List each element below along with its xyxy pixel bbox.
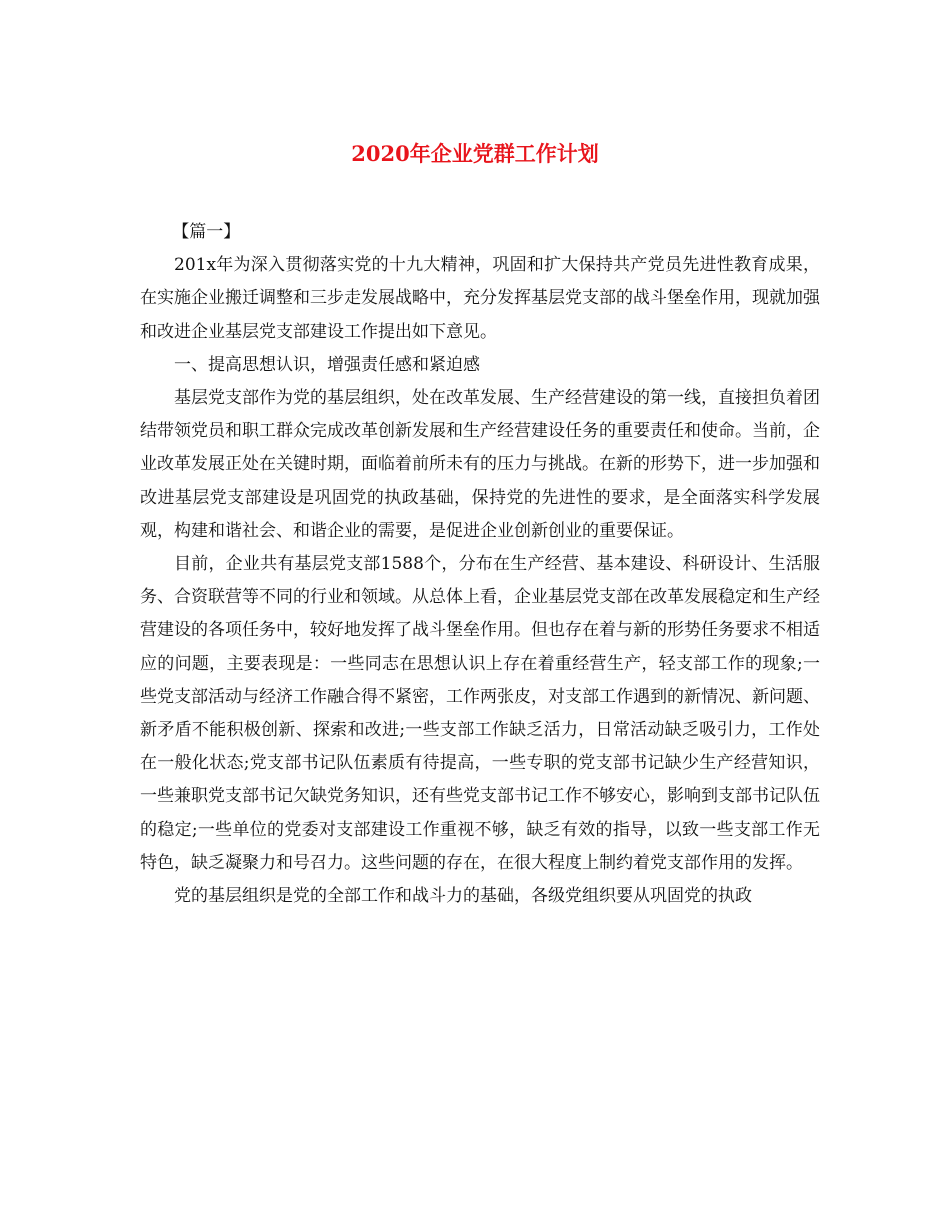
paragraph-role: 基层党支部作为党的基层组织，处在改革发展、生产经营建设的第一线，直接担负着团结带领党员和职工群众完成改革创新发展和生产经营建设任务的重要责任和使命。当前，企业改革发展正处在关键时期，面临着前所未有的压力与挑战。在新的形势下，进一步加强和改进基层党支部建设是巩固党的执政基础，保持党的先进性的要求，是全面落实科学发展观，构建和谐社会、和谐企业的需要，是促进企业创新创业的重要保证。 (140, 388, 820, 541)
paragraph-intro: 201x年为深入贯彻落实党的十九大精神，巩固和扩大保持共产党员先进性教育成果，在实施企业搬迁调整和三步走发展战略中，充分发挥基层党支部的战斗堡垒作用，现就加强和改进企业基层党支部建设工作提出如下意见。 (140, 255, 820, 342)
section-label: 【篇一】 (172, 222, 241, 242)
paragraph-foundation: 党的基层组织是党的全部工作和战斗力的基础，各级党组织要从巩固党的执政 (174, 886, 752, 907)
document-body (140, 216, 820, 913)
paragraph-status: 目前，企业共有基层党支部1588个，分布在生产经营、基本建设、科研设计、生活服务、合资联营等不同的行业和领域。从总体上看，企业基层党支部在改革发展稳定和生产经营建设的各项任务中，较好地发挥了战斗堡垒作用。但也存在着与新的形势任务要求不相适应的问题，主要表现是：一些同志在思想认识上存在着重经营生产，轻支部工作的现象;一些党支部活动与经济工作融合得不紧密，工作两张皮，对支部工作遇到的新情况、新问题、新矛盾不能积极创新、探索和改进;一些支部工作缺乏活力，日常活动缺乏吸引力，工作处在一般化状态;党支部书记队伍素质有待提高，一些专职的党支部书记缺少生产经营知识，一些兼职党支部书记欠缺党务知识，还有些党支部书记工作不够安心，影响到支部书记队伍的稳定;一些单位的党委对支部建设工作重视不够，缺乏有效的指导，以致一些支部工作无特色，缺乏凝聚力和号召力。这些问题的存在，在很大程度上制约着党支部作用的发挥。 (140, 554, 820, 873)
document-title: 2020年企业党群工作计划 (351, 141, 599, 166)
section-heading: 一、提高思想认识，增强责任感和紧迫感 (174, 354, 480, 375)
